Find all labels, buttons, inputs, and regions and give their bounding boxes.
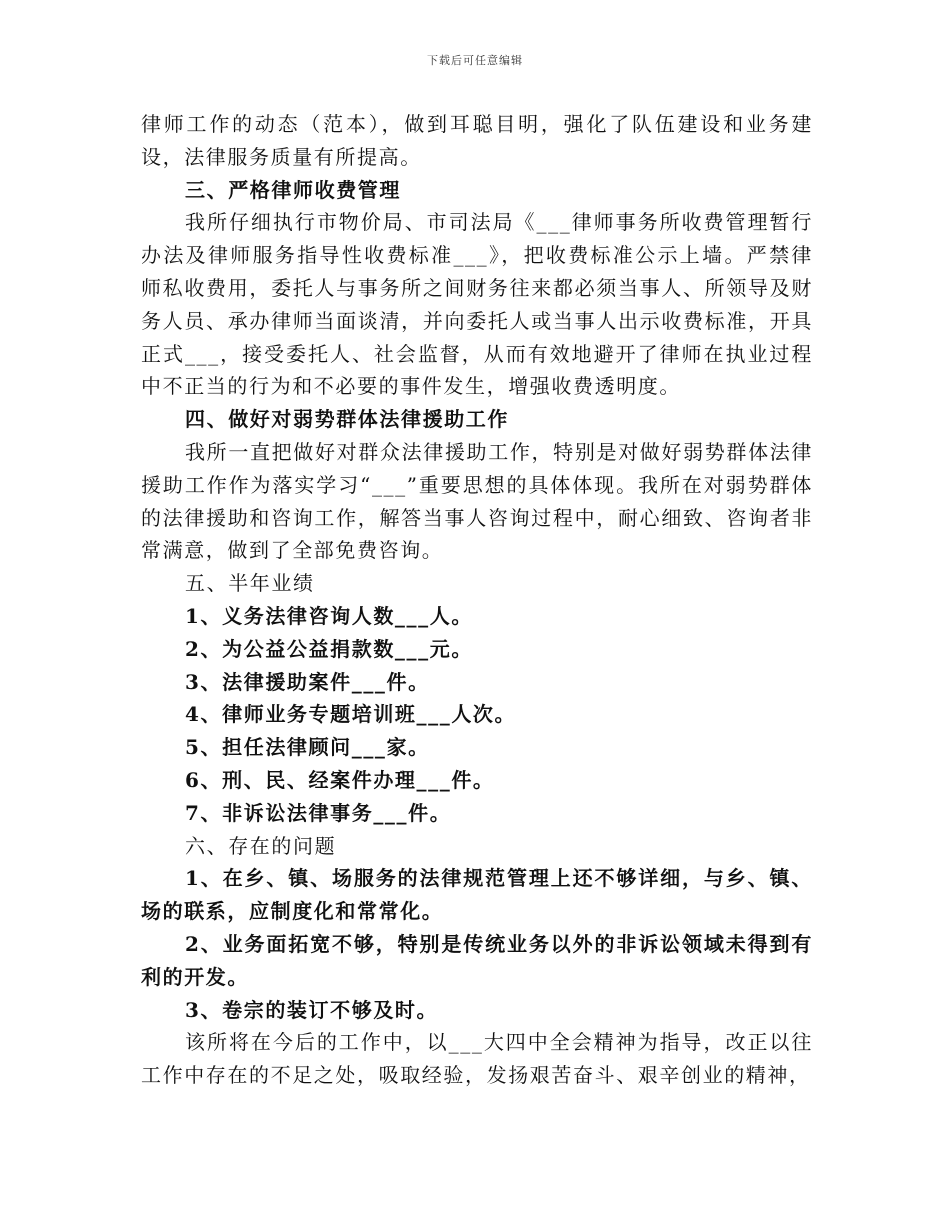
issue-item: 2、业务面拓宽不够，特别是传统业务以外的非诉讼领域未得到有利的开发。 bbox=[141, 931, 813, 989]
list-item: 3、法律援助案件___件。 bbox=[185, 669, 430, 694]
section-heading-4: 四、做好对弱势群体法律援助工作 bbox=[185, 407, 509, 432]
list-item: 2、为公益公益捐款数___元。 bbox=[185, 636, 473, 661]
list-item: 6、刑、民、经案件办理___件。 bbox=[185, 767, 495, 792]
list-item: 7、非诉讼法律事务___件。 bbox=[185, 800, 452, 825]
list-item: 5、担任法律顾问___家。 bbox=[185, 735, 430, 760]
section-heading-5: 五、半年业绩 bbox=[185, 571, 315, 596]
list-item: 4、律师业务专题培训班___人次。 bbox=[185, 702, 517, 727]
list-item: 1、义务法律咨询人数___人。 bbox=[185, 603, 473, 628]
paragraph: 该所将在今后的工作中，以___大四中全会精神为指导，改正以往工作中存在的不足之处，吸取经验，发扬艰苦奋斗、艰辛创业的精神， bbox=[141, 1030, 813, 1088]
section-heading-6: 六、存在的问题 bbox=[185, 833, 337, 858]
section-heading-3: 三、严格律师收费管理 bbox=[185, 177, 401, 202]
paragraph: 律师工作的动态（范本），做到耳聪目明，强化了队伍建设和业务建设，法律服务质量有所提高。 bbox=[141, 112, 813, 169]
document-body bbox=[141, 108, 813, 1092]
issue-item: 3、卷宗的装订不够及时。 bbox=[185, 997, 439, 1022]
paragraph: 我所仔细执行市物价局、市司法局《___律师事务所收费管理暂行办法及律师服务指导性收费标准___》，把收费标准公示上墙。严禁律师私收费用，委托人与事务所之间财务往来都必须当事人、所领导及财务人员、承办律师当面谈清，并向委托人或当事人出示收费标准，开具正式___，接受委托人、社会监督，从而有效地避开了律师在执业过程中不正当的行为和不必要的事件发生，增强收费透明度。 bbox=[141, 210, 813, 399]
issue-item: 1、在乡、镇、场服务的法律规范管理上还不够详细，与乡、镇、场的联系，应制度化和常常化。 bbox=[141, 866, 813, 924]
paragraph: 我所一直把做好对群众法律援助工作，特别是对做好弱势群体法律援助工作作为落实学习“___”重要思想的具体体现。我所在对弱势群体的法律援助和咨询工作，解答当事人咨询过程中，耐心细致、咨询者非常满意，做到了全部免费咨询。 bbox=[141, 439, 813, 563]
page-header: 下载后可任意编辑 bbox=[427, 54, 523, 67]
